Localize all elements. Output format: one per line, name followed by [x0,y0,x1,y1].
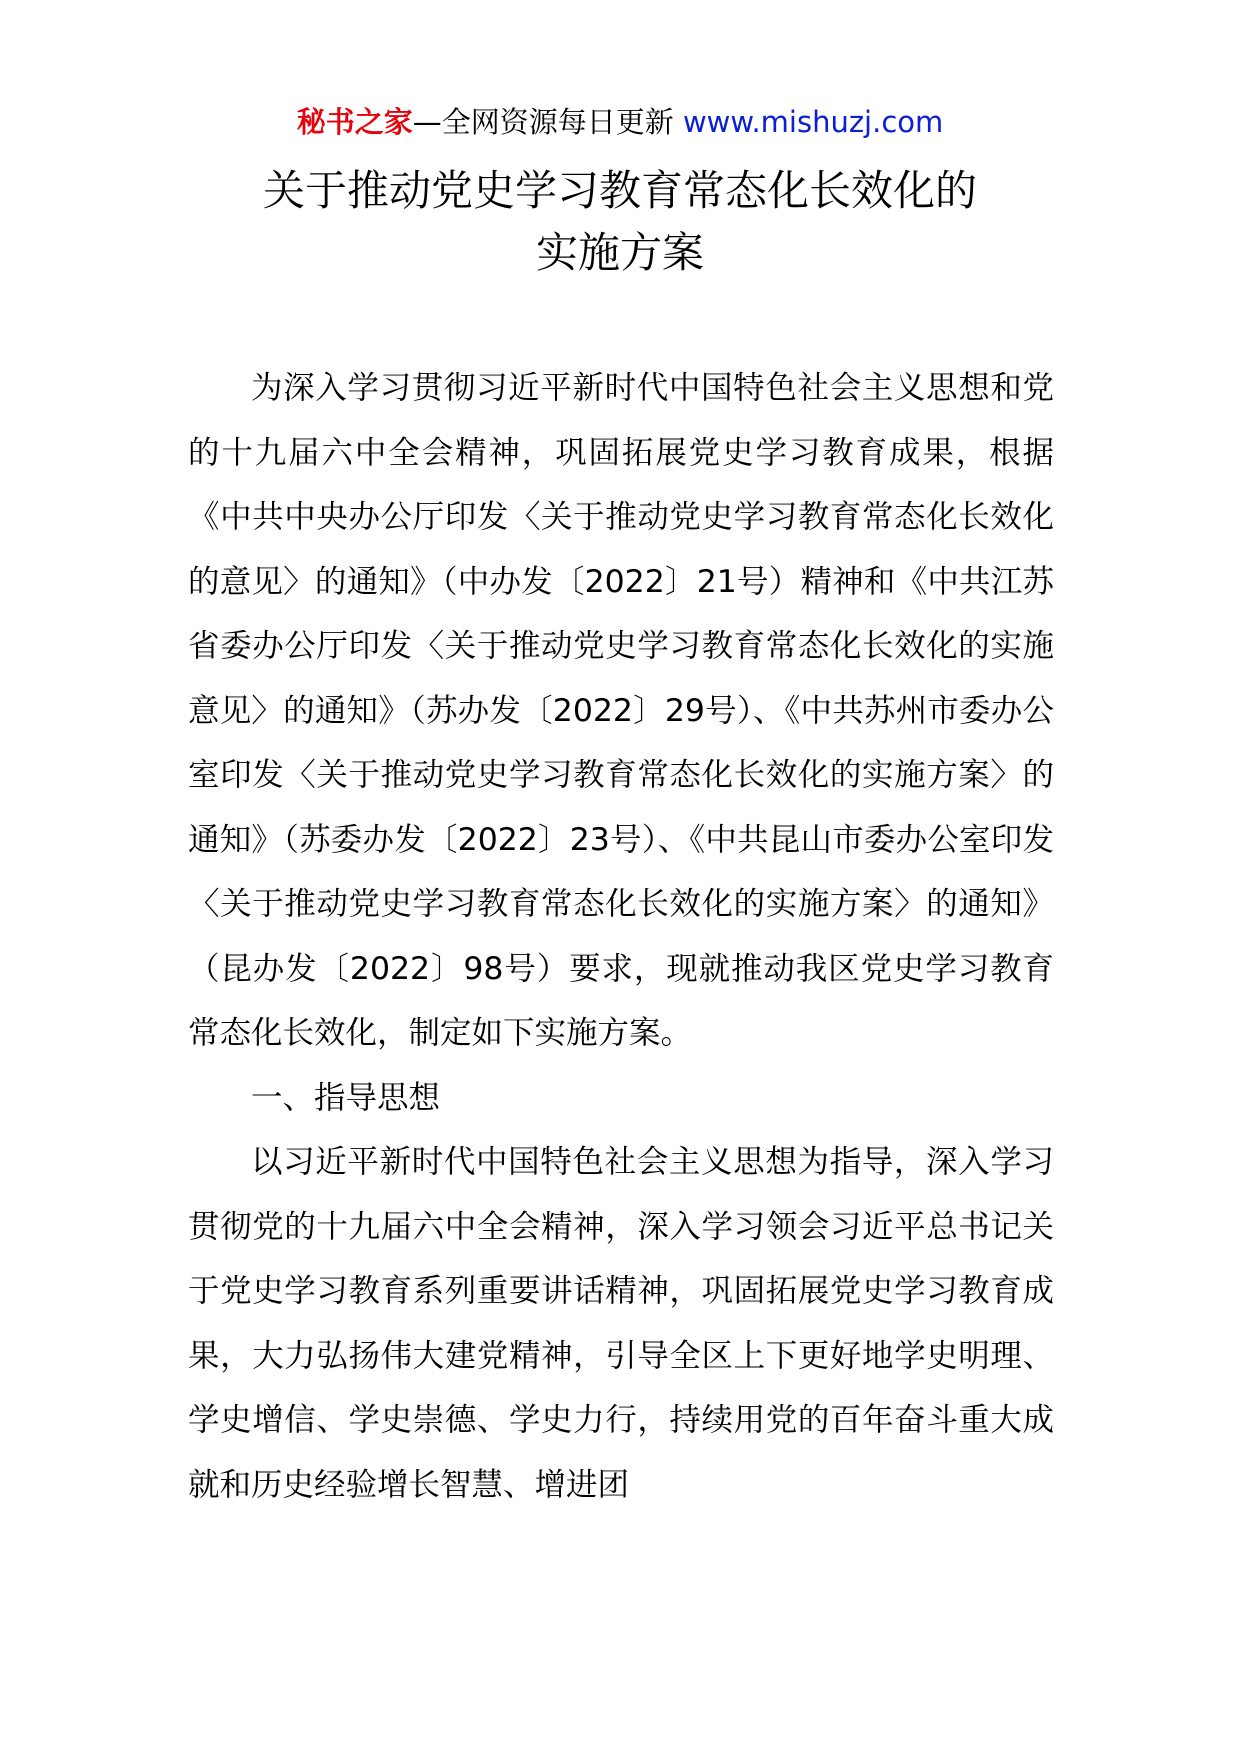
section-paragraph-guiding-ideology: 以习近平新时代中国特色社会主义思想为指导，深入学习贯彻党的十九届六中全会精神，深入学习领会习近平总书记关于党史学习教育系列重要讲话精神，巩固拓展党史学习教育成果，大力弘扬伟大建党精神，引导全区上下更好地学史明理、学史增信、学史崇德、学史力行，持续用党的百年奋斗重大成就和历史经验增长智慧、增进团 [188,1144,1054,1503]
document-title [0,160,1240,284]
site-tagline: —全网资源每日更新 [412,105,674,139]
site-header-line [0,100,1240,144]
site-url: www.mishuzj.com [682,105,944,139]
document-title-line-2: 实施方案 [535,228,704,277]
document-title-line-1: 关于推动党史学习教育常态化长效化的 [262,166,977,215]
document-body [188,356,1054,1517]
site-brand-name: 秘书之家 [296,105,413,139]
intro-paragraph: 为深入学习贯彻习近平新时代中国特色社会主义思想和党的十九届六中全会精神，巩固拓展党史学习教育成果，根据《中共中央办公厅印发〈关于推动党史学习教育常态化长效化的意见〉的通知》（中办发〔2022〕21号）精神和《中共江苏省委办公厅印发〈关于推动党史学习教育常态化长效化的实施意见〉的通知》（苏办发〔2022〕29号）、《中共苏州市委办公室印发〈关于推动党史学习教育常态化长效化的实施方案〉的通知》（苏委办发〔2022〕23号）、《中共昆山市委办公室印发〈关于推动党史学习教育常态化长效化的实施方案〉的通知》（昆办发〔2022〕98号）要求，现就推动我区党史学习教育常态化长效化，制定如下实施方案。 [188,370,1054,1051]
section-heading-guiding-ideology: 一、指导思想 [251,1079,441,1116]
